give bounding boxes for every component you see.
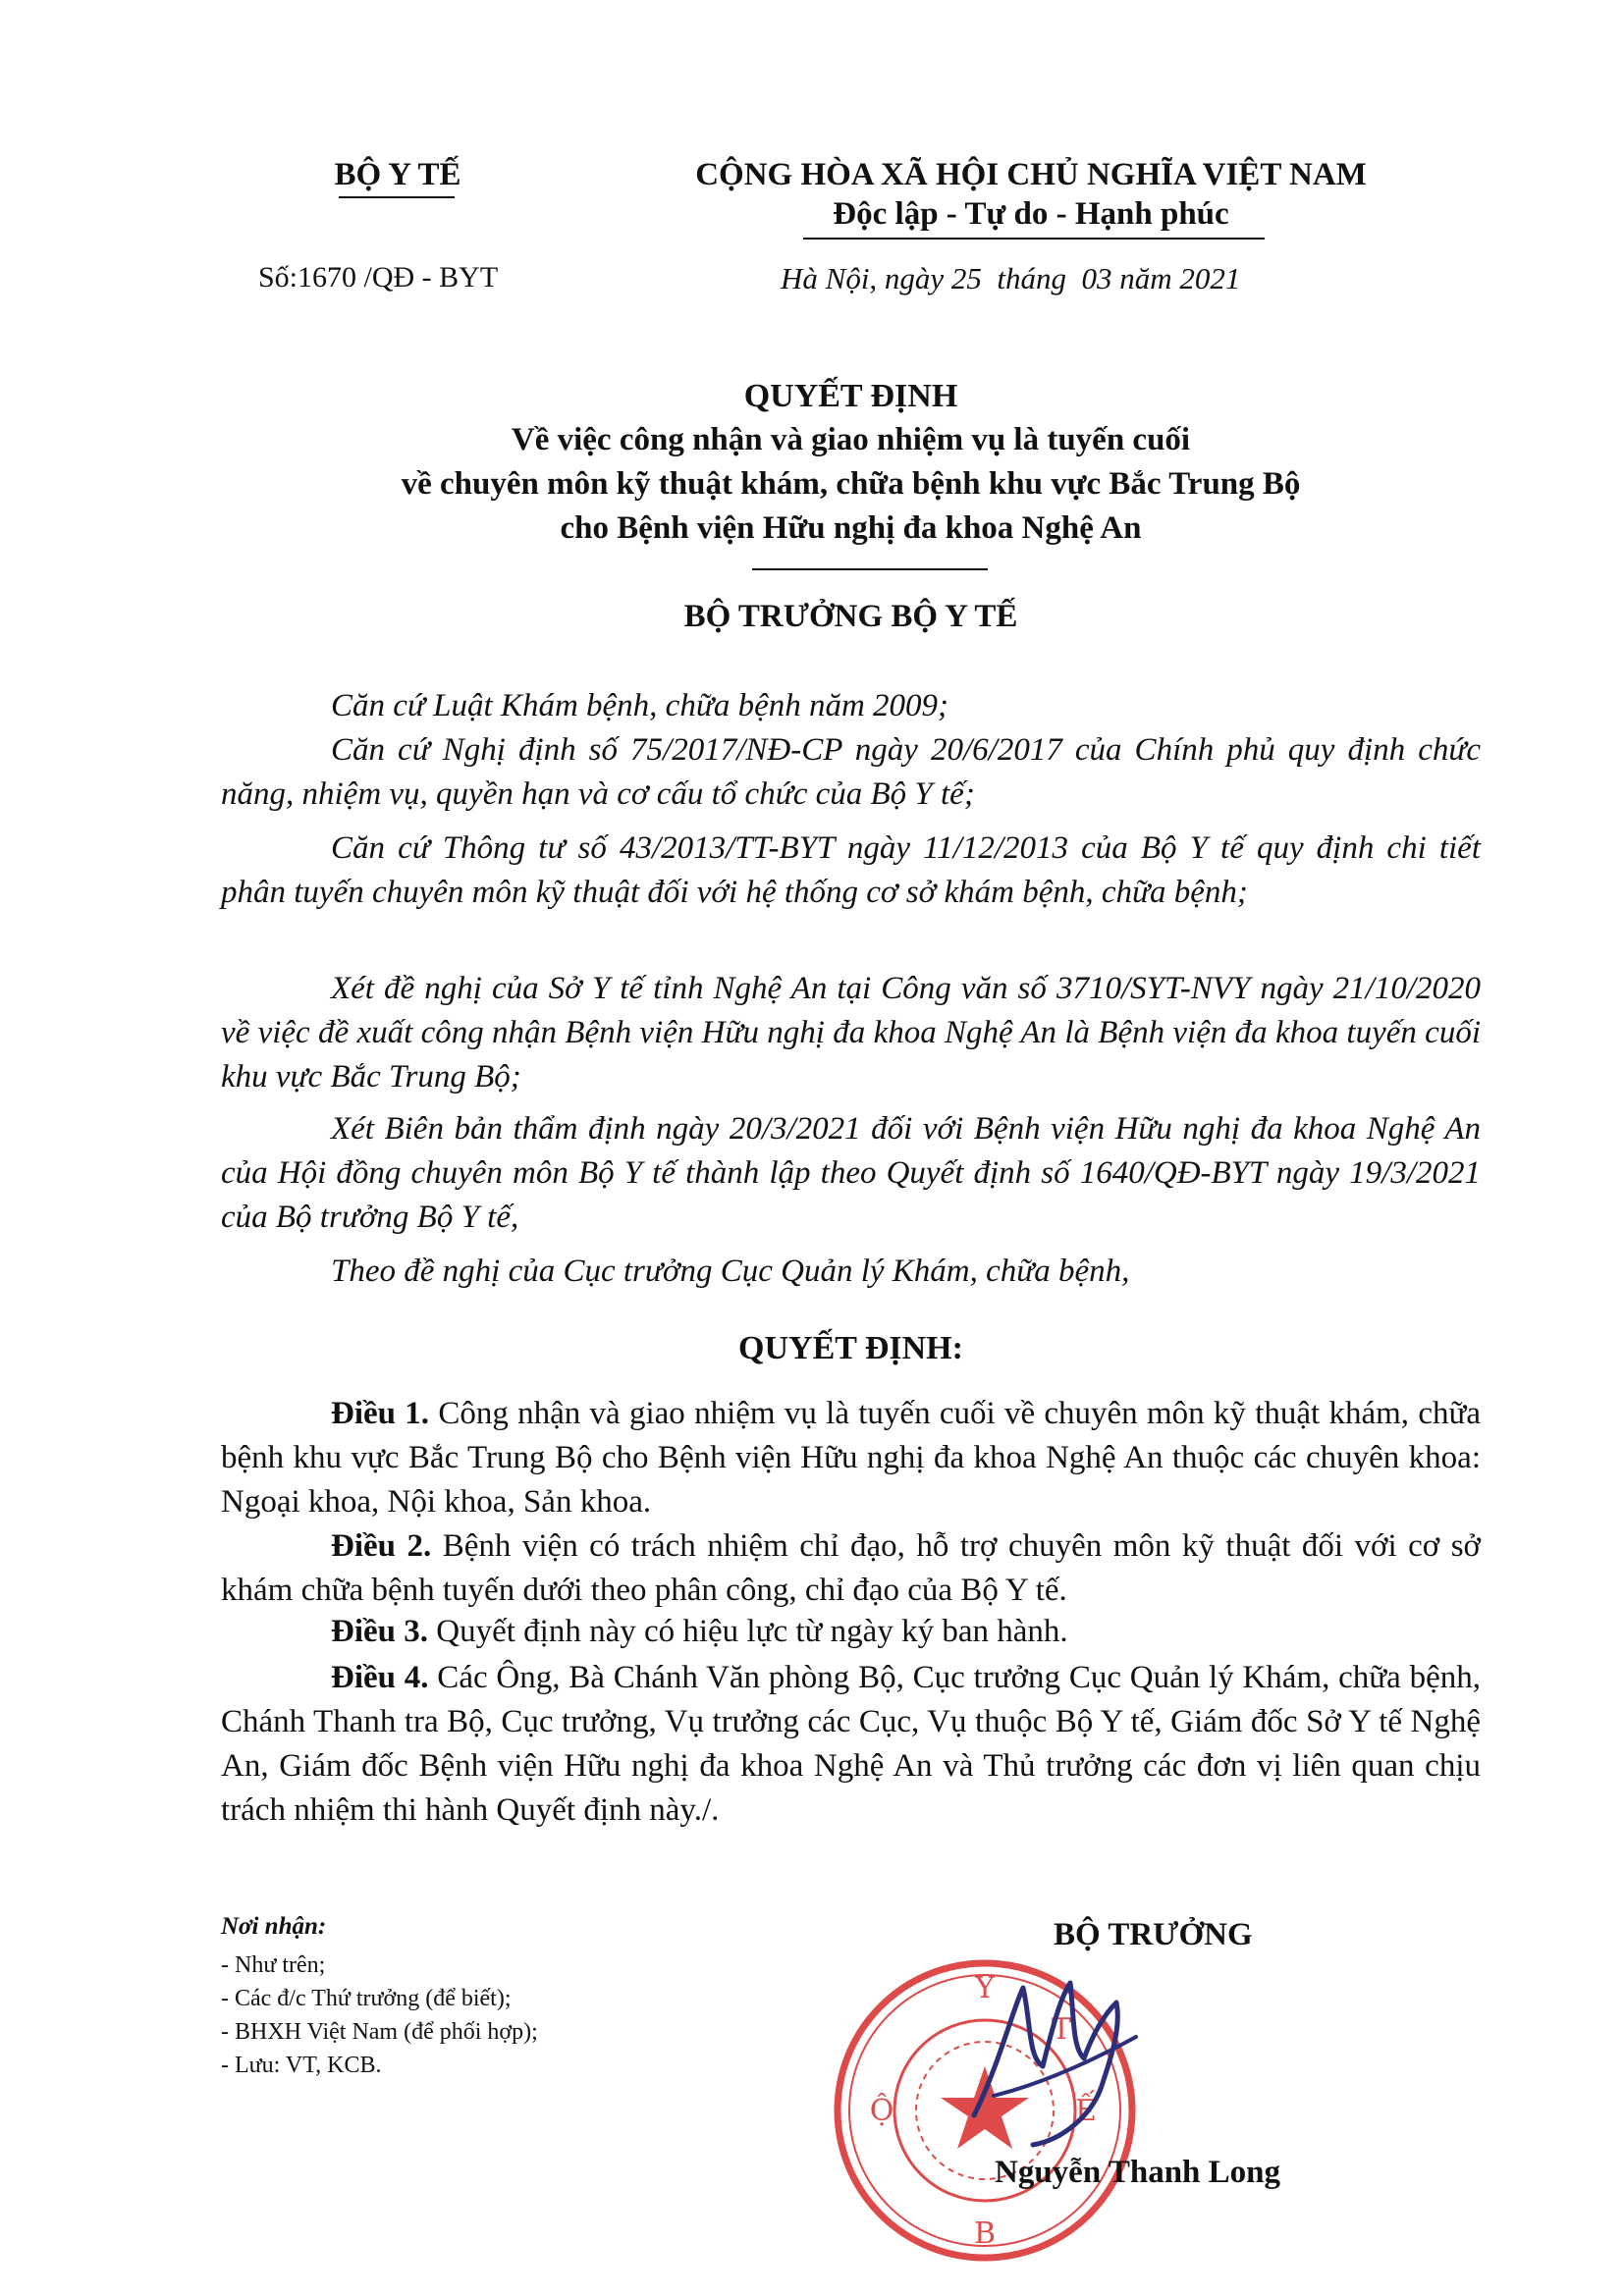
article-2-label: Điều 2. [331,1528,432,1564]
article-1-text: Công nhận và giao nhiệm vụ là tuyến cuối về chuyên môn kỹ thuật khám, chữa bệnh khu vực Bắc Trung Bộ cho Bệnh viện Hữu nghị đa khoa Nghệ An thuộc các chuyên khoa: Ngoại khoa, Nội khoa, Sản khoa. [221,1396,1482,1520]
country-name: CỘNG HÒA XÃ HỘI CHỦ NGHĨA VIỆT NAM [695,157,1367,192]
subject-line-1: Về việc công nhận và giao nhiệm vụ là tuyến cuối [511,422,1191,457]
signer-name: Nguyễn Thanh Long [995,2155,1281,2190]
national-motto: Độc lập - Tự do - Hạnh phúc [833,196,1229,232]
recipient-item: - Các đ/c Thứ trưởng (để biết); [221,1986,512,2011]
document-type-heading: QUYẾT ĐỊNH [743,378,958,414]
basis-5: Xét Biên bản thẩm định ngày 20/3/2021 đối với Bệnh viện Hữu nghị đa khoa Nghệ An của Hội đồng chuyên môn Bộ Y tế thành lập theo Quyết định số 1640/QĐ-BYT ngày 19/3/2021 của Bộ trưởng Bộ Y tế, [221,1111,1481,1235]
subject-line-2: về chuyên môn kỹ thuật khám, chữa bệnh khu vực Bắc Trung Bộ [401,466,1301,502]
issuing-authority: BỘ TRƯỞNG BỘ Y TẾ [683,599,1018,634]
article-2 [221,1524,1481,1613]
article-4-label: Điều 4. [331,1660,429,1695]
basis-3: Căn cứ Thông tư số 43/2013/TT-BYT ngày 11/12/2013 của Bộ Y tế quy định chi tiết phân tuyến chuyên môn kỹ thuật đối với hệ thống cơ sở khám bệnh, chữa bệnh; [221,830,1481,910]
article-3-text: Quyết định này có hiệu lực từ ngày ký ban hành. [428,1614,1068,1649]
decision-heading: QUYẾT ĐỊNH: [738,1330,963,1366]
article-1 [221,1392,1481,1524]
recipient-item: - BHXH Việt Nam (để phối hợp); [221,2019,538,2045]
title-divider [752,568,988,570]
subject-line-3: cho Bệnh viện Hữu nghị đa khoa Nghệ An [560,510,1142,546]
basis-6: Theo đề nghị của Cục trưởng Cục Quản lý Khám, chữa bệnh, [331,1254,1130,1289]
stamp-letter: B [973,2216,997,2251]
ministry-underline [339,196,455,198]
stamp-letter: T [1051,2012,1072,2047]
document-number: Số:1670 /QĐ - BYT [258,261,499,294]
recipient-item: - Như trên; [221,1952,326,1978]
signer-title: BỘ TRƯỞNG [1054,1917,1253,1952]
place-date: Hà Nội, ngày 25 tháng 03 năm 2021 [781,261,1241,295]
basis-4: Xét đề nghị của Sở Y tế tỉnh Nghệ An tại Công văn số 3710/SYT-NVY ngày 21/10/2020 về việc đề xuất công nhận Bệnh viện Hữu nghị đa khoa Nghệ An là Bệnh viện đa khoa tuyến cuối khu vực Bắc Trung Bộ; [221,971,1481,1095]
article-2-text: Bệnh viện có trách nhiệm chỉ đạo, hỗ trợ chuyên môn kỹ thuật đối với cơ sở khám chữa bệnh tuyến dưới theo phân công, chỉ đạo của Bộ Y tế. [221,1528,1482,1608]
handwritten-signature [954,1949,1170,2155]
article-3-label: Điều 3. [331,1614,428,1649]
recipients-heading: Nơi nhận: [221,1913,327,1940]
motto-underline [803,238,1265,240]
stamp-letter: Ộ [869,2094,894,2128]
article-4 [221,1656,1481,1833]
stamp-letter: Y [975,1971,995,2005]
ministry-name: BỘ Y TẾ [334,157,461,192]
article-3 [221,1610,1481,1654]
stamp-letter: Ế [1075,2094,1097,2128]
basis-2: Căn cứ Nghị định số 75/2017/NĐ-CP ngày 20/6/2017 của Chính phủ quy định chức năng, nhiệm vụ, quyền hạn và cơ cấu tổ chức của Bộ Y tế; [221,732,1481,812]
recipient-item: - Lưu: VT, KCB. [221,2053,382,2078]
article-1-label: Điều 1. [331,1396,430,1431]
basis-1: Căn cứ Luật Khám bệnh, chữa bệnh năm 2009; [331,688,949,723]
article-4-text: Các Ông, Bà Chánh Văn phòng Bộ, Cục trưởng Cục Quản lý Khám, chữa bệnh, Chánh Thanh tra Bộ, Cục trưởng, Vụ trưởng các Cục, Vụ thuộc Bộ Y tế, Giám đốc Sở Y tế Nghệ An, Giám đốc Bệnh viện Hữu nghị đa khoa Nghệ An và Thủ trưởng các đơn vị liên quan chịu trách nhiệm thi hành Quyết định này./. [221,1660,1481,1828]
